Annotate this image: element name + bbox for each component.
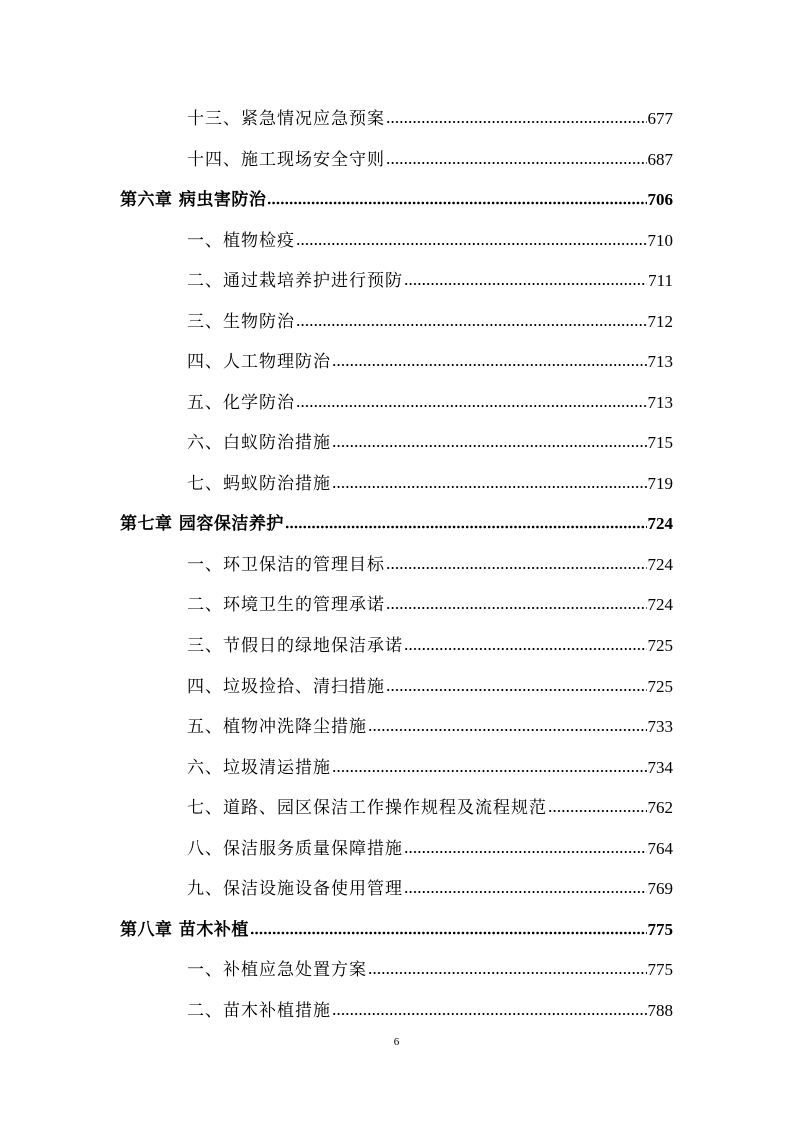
toc-entry[interactable] [187, 590, 673, 616]
toc-entry-page: 687 [647, 150, 673, 169]
toc-chapter-entry[interactable] [120, 915, 673, 941]
toc-entry[interactable] [187, 874, 673, 900]
toc-entry[interactable] [187, 266, 673, 292]
toc-entry[interactable] [187, 428, 673, 454]
toc-entry[interactable] [187, 996, 673, 1022]
toc-entry-page: 762 [647, 798, 673, 817]
toc-chapter-page: 724 [647, 514, 673, 533]
toc-chapter-entry[interactable] [120, 509, 673, 535]
dot-leader [404, 888, 647, 896]
toc-entry-page: 711 [648, 271, 673, 290]
toc-entry-title: 十三、紧急情况应急预案 [187, 109, 385, 129]
toc-entry-page: 713 [647, 393, 673, 412]
toc-entry-title: 一、环卫保洁的管理目标 [187, 555, 385, 575]
toc-entry[interactable] [187, 712, 673, 738]
toc-entry-page: 764 [647, 839, 673, 858]
dot-leader [332, 767, 647, 775]
toc-entry-title: 三、节假日的绿地保洁承诺 [187, 636, 403, 656]
toc-entry-page: 715 [647, 433, 673, 452]
toc-entry[interactable] [187, 469, 673, 495]
toc-chapter-title: 第六章 病虫害防治 [120, 190, 267, 210]
toc-entry-title: 二、通过栽培养护进行预防 [187, 271, 403, 291]
toc-entry[interactable] [187, 834, 673, 860]
toc-entry-title: 五、植物冲洗降尘措施 [187, 717, 367, 737]
toc-entry-title: 一、补植应急处置方案 [187, 960, 367, 980]
dot-leader [332, 361, 647, 369]
toc-entry-title: 七、蚂蚁防治措施 [187, 474, 331, 494]
dot-leader [386, 118, 647, 126]
toc-entry-page: 733 [647, 717, 673, 736]
dot-leader [386, 686, 647, 694]
toc-entry-page: 710 [647, 231, 673, 250]
toc-chapter-page: 775 [647, 920, 673, 939]
dot-leader [368, 969, 647, 977]
toc-chapter-title: 第七章 园容保洁养护 [120, 514, 284, 534]
toc-entry-page: 769 [647, 879, 673, 898]
toc-entry[interactable] [187, 347, 673, 373]
toc-entry[interactable] [187, 388, 673, 414]
toc-entry-title: 四、人工物理防治 [187, 352, 331, 372]
toc-entry-page: 713 [647, 352, 673, 371]
toc-entry-title: 九、保洁设施设备使用管理 [187, 879, 403, 899]
dot-leader [404, 848, 647, 856]
toc-entry[interactable] [187, 550, 673, 576]
toc-entry-title: 七、道路、园区保洁工作操作规程及流程规范 [187, 798, 547, 818]
toc-entry-title: 四、垃圾捡拾、清扫措施 [187, 677, 385, 697]
dot-leader [296, 321, 647, 329]
toc-entry-page: 724 [647, 555, 673, 574]
dot-leader [332, 1010, 647, 1018]
toc-entry-title: 六、垃圾清运措施 [187, 758, 331, 778]
toc-entry[interactable] [187, 307, 673, 333]
toc-entry-page: 724 [647, 595, 673, 614]
toc-entry[interactable] [187, 104, 673, 130]
dot-leader [386, 604, 647, 612]
toc-entry-title: 八、保洁服务质量保障措施 [187, 839, 403, 859]
dot-leader [296, 240, 647, 248]
toc-entry[interactable] [187, 631, 673, 657]
dot-leader [386, 564, 647, 572]
toc-entry-page: 712 [647, 312, 673, 331]
toc-entry-page: 725 [647, 636, 673, 655]
toc-entry[interactable] [187, 672, 673, 698]
dot-leader [368, 726, 647, 734]
dot-leader [250, 929, 647, 937]
toc-entry-title: 五、化学防治 [187, 393, 295, 413]
dot-leader [332, 483, 647, 491]
dot-leader [267, 199, 646, 207]
toc-entry-page: 734 [647, 758, 673, 777]
toc-entry[interactable] [187, 955, 673, 981]
dot-leader [548, 807, 647, 815]
dot-leader [332, 442, 647, 450]
dot-leader [404, 280, 647, 288]
toc-entry-page: 677 [647, 109, 673, 128]
toc-entry-title: 三、生物防治 [187, 312, 295, 332]
toc-chapter-title: 第八章 苗木补植 [120, 920, 249, 940]
toc-chapter-page: 706 [647, 190, 673, 209]
dot-leader [404, 645, 647, 653]
page-number: 6 [393, 1036, 400, 1048]
toc-entry[interactable] [187, 793, 673, 819]
toc-entry-page: 725 [647, 677, 673, 696]
toc-entry-page: 788 [647, 1001, 673, 1020]
toc-entry[interactable] [187, 226, 673, 252]
toc-chapter-entry[interactable] [120, 185, 673, 211]
toc-entry-title: 十四、施工现场安全守则 [187, 150, 385, 170]
dot-leader [296, 402, 647, 410]
toc-entry-title: 二、环境卫生的管理承诺 [187, 595, 385, 615]
toc-entry-page: 719 [647, 474, 673, 493]
dot-leader [386, 159, 647, 167]
toc-entry-page: 775 [647, 960, 673, 979]
toc-entry[interactable] [187, 145, 673, 171]
toc-entry-title: 二、苗木补植措施 [187, 1001, 331, 1021]
toc-entry-title: 一、植物检疫 [187, 231, 295, 251]
toc-entry-title: 六、白蚁防治措施 [187, 433, 331, 453]
toc-entry[interactable] [187, 753, 673, 779]
dot-leader [285, 523, 647, 531]
